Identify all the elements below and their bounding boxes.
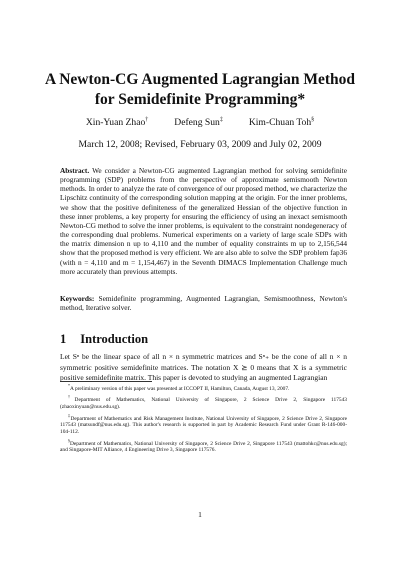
section-number: 1: [60, 332, 67, 346]
footnote-mark: †: [68, 394, 75, 400]
footnote-text: Department of Mathematics, National University of Singapore, 2 Science Drive 2, Singapore 117543 (zhaoxinyuan@nus.edu.sg).: [60, 397, 347, 410]
footnote: [60, 413, 347, 437]
author-name: Kim-Chuan Toh: [248, 117, 312, 129]
author-footnote-mark: †: [145, 117, 149, 123]
footnote: [60, 438, 347, 455]
footnotes: [60, 383, 347, 456]
footnote: [60, 383, 347, 393]
keywords-label: Keywords:: [60, 294, 95, 303]
abstract-label: Abstract.: [60, 166, 90, 175]
author-list: [40, 117, 360, 128]
author-item: [249, 117, 314, 128]
keywords-text: Semidefinite programming, Augmented Lagrangian, Semismoothness, Newton's method, Iterative solver.: [60, 294, 347, 313]
paper-title: A Newton-CG Augmented Lagrangian Method for Semidefinite Programming*: [44, 71, 355, 108]
intro-paragraph: Let Sⁿ be the linear space of all n × n symmetric matrices and Sⁿ₊ be the cone of all n × n symmetric positive semidefinite matrices. The notation X ⪰ 0 means that X is a symmetric positive semidefinite matrix. This paper is devoted to studying an augmented Lagrangian: [60, 352, 347, 383]
author-item: [86, 117, 148, 128]
footnote-text: Department of Mathematics and Risk Management Institute, National University of Singapore, 2 Science Drive 2, Singapore 117543 (matsundf@nus.edu.sg). This author's research is supported in part by Academic Research Fund under Grant R-146-000-104-112.: [60, 415, 348, 436]
footnote-mark: *: [68, 383, 70, 388]
author-name: Xin-Yuan Zhao: [85, 117, 146, 129]
footnote-mark: ‡: [68, 412, 71, 418]
section-title: Introduction: [80, 332, 149, 346]
footnote-divider: [60, 381, 152, 382]
author-footnote-mark: §: [311, 117, 315, 123]
footnote-text: Department of Mathematics, National University of Singapore, 2 Science Drive 2, Singapore 117543 (mattohkc@nus.edu.sg); and Singapore-MIT Alliance, 4 Engineering Drive 3, Singapore 117576.: [60, 440, 347, 454]
paper-dates: March 12, 2008; Revised, February 03, 2009 and July 02, 2009: [78, 139, 322, 150]
author-name: Defeng Sun: [174, 117, 220, 129]
keywords: [60, 294, 347, 312]
footnote-text: A preliminary version of this paper was presented at ICCOPT II, Hamilton, Canada, August 13, 2007.: [70, 385, 290, 392]
abstract: [60, 166, 347, 276]
author-footnote-mark: ‡: [219, 117, 223, 123]
page-number: 1: [198, 510, 202, 519]
footnote: [60, 394, 347, 411]
abstract-text: We consider a Newton-CG augmented Lagrangian method for solving semidefinite programming (SDP) problems from the perspective of approximate semismooth Newton methods. In order to analyze the rate of convergence of our proposed method, we characterize the Lipschitz continuity of the corresponding solution mapping at the origin. For the inner problems, we show that the positive definiteness of the generalized Hessian of the objective function in these inner problems, a key property for ensuring the efficiency of using an inexact semismooth Newton-CG method to solve the inner problems, is equivalent to the constraint nondegeneracy of the corresponding dual problems. Numerical experiments on a variety of large scale SDPs with the matrix dimension n up to 4,110 and the number of equality constraints m up to 2,156,544 show that the proposed method is very efficient. We are also able to solve the SDP problem fap36 (with n = 4,110 and m = 1,154,467) in the Seventh DIMACS Implementation Challenge much more accurately than previous attempts.: [60, 166, 347, 276]
footnote-mark: §: [68, 437, 70, 443]
author-item: [174, 117, 223, 128]
section-heading: [60, 332, 148, 347]
